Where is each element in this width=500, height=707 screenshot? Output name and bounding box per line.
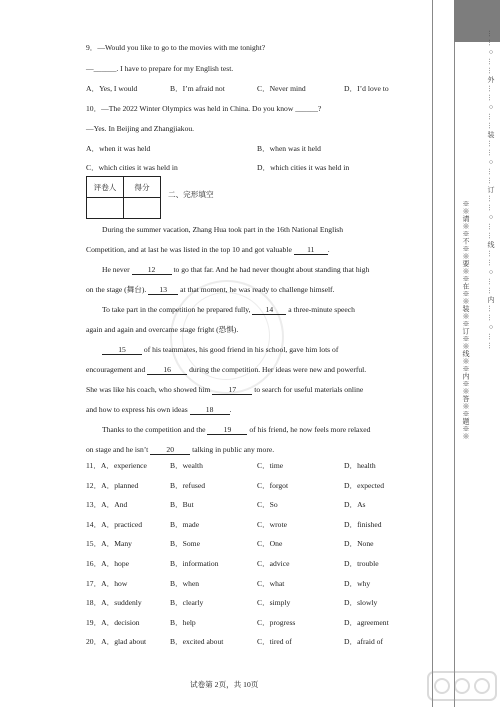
answer-q20-option-b: B．excited about: [170, 637, 224, 647]
answer-q12-option-a: 12．A．planned: [86, 480, 139, 490]
answer-q18-option-a: 18．A．suddenly: [86, 598, 142, 608]
passage-line-10: and how to express his own ideas 18 .: [86, 405, 232, 414]
binding-notice: ※※请※※不※※要※※在※※装※※订※※线※※内※※答※※题※※: [462, 200, 470, 440]
answer-q15-option-c: C．One: [257, 539, 283, 549]
blank-20: 20: [150, 445, 190, 455]
answer-q18-option-c: C．simply: [257, 598, 291, 608]
blank-15: 15: [102, 345, 142, 355]
answer-q16-option-b: B．information: [170, 559, 219, 568]
answer-q16-option-d: D．trouble: [344, 559, 379, 568]
passage-line-4: on the stage (舞台). 13 at that moment, he was ready to challenge himself.: [86, 285, 335, 294]
score-cell: [124, 198, 161, 219]
blank-18: 18: [190, 405, 230, 415]
answer-q20-option-d: D．afraid of: [344, 637, 384, 647]
q10-reply: —Yes. In Beijing and Zhangjiakou.: [86, 124, 195, 133]
answer-q20-option-a: 20．A．glad about: [86, 637, 147, 647]
passage-line-3: He never 12 to go that far. And he had never thought about standing that high: [102, 265, 370, 274]
answer-q13-option-c: C．So: [257, 500, 278, 510]
answer-q17-option-d: D．why: [344, 578, 371, 588]
passage-line-9: She was like his coach, who showed him 17 to search for useful materials online: [86, 385, 364, 394]
q10-option-c: C．which cities it was held in: [86, 163, 178, 172]
q10-option-a: A．when it was held: [86, 144, 151, 153]
answer-q20-option-c: C．tired of: [257, 637, 292, 647]
passage-line-2: Competition, and at last he was listed in the top 10 and got valuable 11 .: [86, 245, 330, 254]
answer-q13-option-a: 13．A．And: [86, 500, 128, 510]
answer-q19-option-d: D．agreement: [344, 617, 389, 627]
passage-line-5: To take part in the competition he prepared fully, 14 a three-minute speech: [102, 305, 355, 314]
answer-q14-option-b: B．made: [170, 519, 200, 529]
blank-14: 14: [252, 305, 286, 315]
answer-q13-option-b: B．But: [170, 500, 194, 510]
answer-q18-option-b: B．clearly: [170, 598, 204, 608]
site-logo-watermark: [424, 664, 500, 707]
blank-17: 17: [212, 385, 252, 395]
score-table: [86, 176, 161, 219]
blank-13: 13: [148, 285, 178, 295]
answer-q17-option-a: 17．A．how: [86, 578, 128, 588]
passage-line-12: on stage and he isn’t 20 talking in public any more.: [86, 445, 275, 454]
answer-q16-option-c: C．advice: [257, 559, 290, 568]
passage-line-7: 15 of his teammates, his good friend in his school, gave him lots of: [102, 345, 338, 355]
passage-line-8: encouragement and 16 during the competition. Her ideas were new and powerful.: [86, 365, 367, 374]
answer-q13-option-d: D．As: [344, 500, 366, 510]
answer-q15-option-d: D．None: [344, 539, 374, 549]
margin-border-line: [432, 0, 433, 707]
blank-19: 19: [207, 425, 247, 435]
answer-q12-option-b: B．refused: [170, 480, 206, 490]
answer-q12-option-c: C．forgot: [257, 480, 289, 490]
q9-reply: —______. I have to prepare for my English test.: [86, 64, 234, 73]
blank-11: 11: [294, 245, 328, 255]
q10-option-d: D．which cities it was held in: [257, 163, 350, 172]
q9-option-d: D．I’d love to: [344, 84, 389, 93]
answer-q15-option-a: 15．A．Many: [86, 539, 132, 549]
reviewer-cell: [87, 198, 124, 219]
answer-q14-option-d: D．finished: [344, 519, 382, 529]
answer-q16-option-a: 16．A．hope: [86, 559, 130, 568]
answer-q11-option-b: B．wealth: [170, 461, 203, 470]
q9-stem: 9．—Would you like to go to the movies with me tonight?: [86, 43, 266, 52]
blank-16: 16: [147, 365, 187, 375]
score-label: 得分: [124, 177, 161, 198]
passage-line-11: Thanks to the competition and the 19 of his friend, he now feels more relaxed: [102, 425, 371, 434]
q9-option-b: B．I’m afraid not: [170, 84, 225, 93]
q9-blank: ______: [93, 64, 117, 73]
answer-q18-option-d: D．slowly: [344, 598, 378, 608]
section-title: 二、完形填空: [168, 190, 214, 199]
answer-q11-option-c: C．time: [257, 461, 284, 470]
answer-q17-option-b: B．when: [170, 578, 200, 588]
margin-inner-line: [454, 0, 455, 707]
answer-q17-option-c: C．what: [257, 578, 285, 588]
answer-q19-option-c: C．progress: [257, 617, 296, 627]
q10-stem: 10．—The 2022 Winter Olympics was held in China. Do you know ______?: [86, 104, 322, 113]
answer-q19-option-a: 19．A．decision: [86, 617, 140, 627]
passage-line-6: again and again and overcame stage fright (恐惧).: [86, 325, 239, 334]
passage-line-1: During the summer vacation, Zhang Hua took part in the 16th National English: [102, 225, 344, 234]
answer-q11-option-a: 11．A．experience: [86, 461, 147, 470]
page-footer: 试卷第 2页，共 10页: [190, 680, 259, 689]
blank-12: 12: [132, 265, 172, 275]
answer-q15-option-b: B．Some: [170, 539, 200, 549]
q10-option-b: B．when was it held: [257, 144, 321, 153]
answer-q14-option-c: C．wrote: [257, 519, 287, 529]
answer-q14-option-a: 14．A．practiced: [86, 519, 143, 529]
q9-option-c: C．Never mind: [257, 84, 306, 93]
q9-option-a: A．Yes, I would: [86, 84, 138, 93]
reviewer-label: 评卷人: [87, 177, 124, 198]
binding-marks: ……○……外……○……装……○……订……○……线……○……内……○……: [487, 30, 495, 351]
answer-q19-option-b: B．help: [170, 617, 196, 627]
answer-q12-option-d: D．expected: [344, 480, 385, 490]
answer-q11-option-d: D．health: [344, 461, 376, 470]
